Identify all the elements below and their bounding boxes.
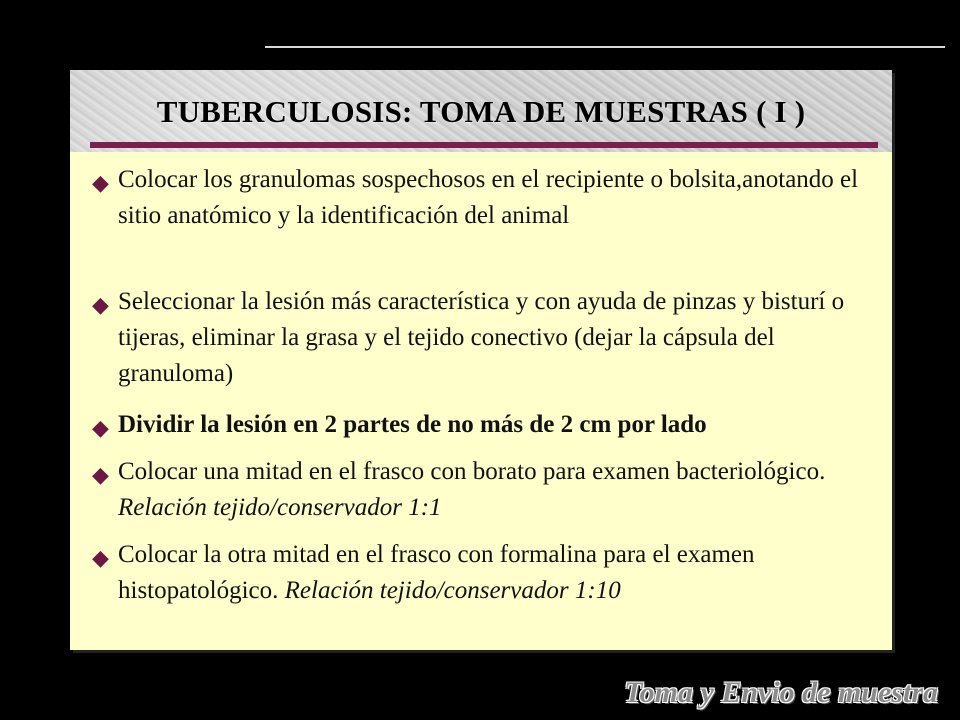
bullet-item-1 <box>92 162 888 234</box>
title-underline-bar <box>90 142 878 148</box>
bullet-text: Colocar los granulomas sospechosos en el recipiente o bolsita,anotando el sitio anatómico y la identificación del animal <box>118 166 859 229</box>
bullet-text: Colocar una mitad en el frasco con borato para examen bacteriológico. <box>118 458 826 485</box>
bullet-item-2 <box>92 284 888 392</box>
bullet-marker-icon: ◆ <box>92 293 109 318</box>
slide-panel <box>70 70 892 650</box>
bullet-text: Dividir la lesión en 2 partes de no más de 2 cm por lado <box>118 411 707 438</box>
bullet-item-4 <box>92 454 888 526</box>
footer-caption: Toma y Envio de muestra <box>624 676 938 709</box>
slide-title: TUBERCULOSIS: TOMA DE MUESTRAS ( I ) <box>156 94 806 129</box>
top-rule <box>265 46 945 48</box>
bullet-italic-ratio: Relación tejido/conservador 1:1 <box>118 494 442 521</box>
bullet-item-5 <box>92 537 888 609</box>
bullet-italic-ratio: Relación tejido/conservador 1:10 <box>284 577 621 604</box>
bullet-text: Colocar la otra mitad en el frasco con formalina para el examen histopatológico. <box>118 541 755 604</box>
bullet-marker-icon: ◆ <box>92 416 109 441</box>
bullet-marker-icon: ◆ <box>92 546 109 571</box>
title-area <box>70 70 892 148</box>
bullet-marker-icon: ◆ <box>92 463 109 488</box>
bullet-content-area <box>70 152 892 650</box>
bullet-marker-icon: ◆ <box>92 171 109 196</box>
bullet-item-3 <box>92 407 888 443</box>
bullet-text: Seleccionar la lesión más característica y con ayuda de pinzas y bisturí o tijeras, eliminar la grasa y el tejido conectivo (dejar la cápsula del granuloma) <box>118 288 845 387</box>
